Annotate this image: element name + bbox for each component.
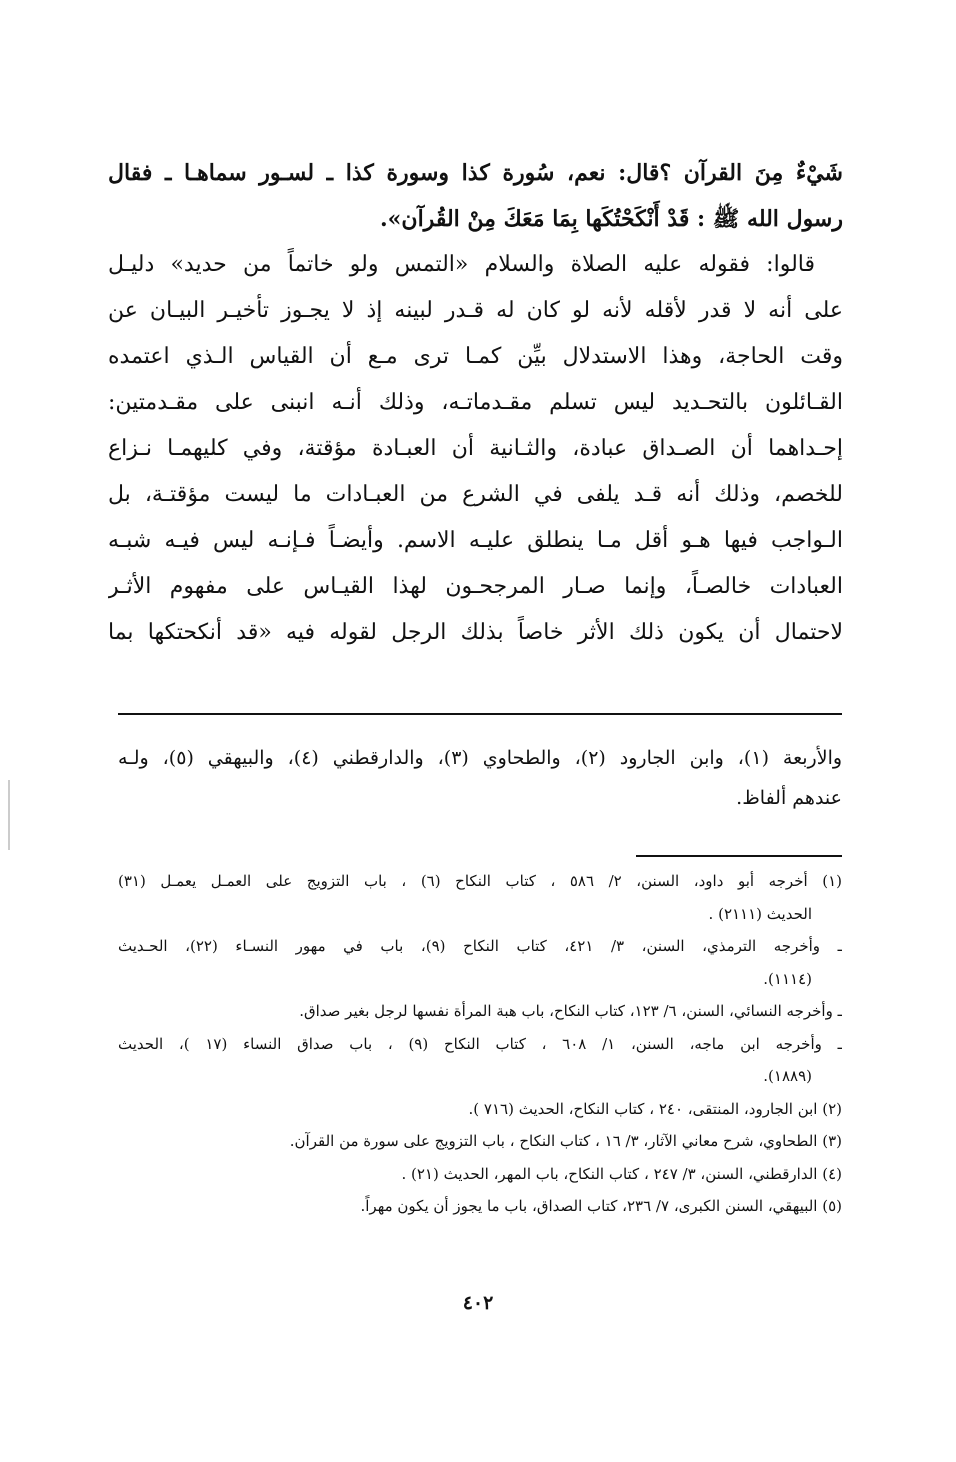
footnote-line: (٥) البيهقي، السنن الكبرى، ٧/ ٢٣٦، كتاب الصداق، باب ما يجوز أن يكون مهراً. (360, 1197, 842, 1215)
footnote-line: ـ وأخرجه النسائي، السنن، ٦/ ١٢٣، كتاب النكاح، باب هبة المرأة نفسها لرجل بغير صداق. (299, 1002, 842, 1020)
main-line: العبادات خالصـاً، وإنما صـار المرجحـون لهذا القيـاس على مفهوم الأثـر (108, 574, 843, 599)
main-line: إحـداهما أن الصـداق عبادة، والثـانية أن العبـادة مؤقتة، وفي كليهمـا نـزاع (108, 436, 843, 461)
footnote-line: (٤) الدارقطني، السنن، ٣/ ٢٤٧ ، كتاب النكاح، باب المهر، الحديث (٢١) . (401, 1164, 842, 1183)
scan-artifact (8, 780, 10, 850)
footnote-line: (٢) ابن الجارود، المنتقى، ٢٤٠ ، كتاب النكاح، الحديث (٧١٦ ). (468, 1099, 842, 1118)
footnotes-list (118, 865, 842, 1223)
main-text-block (108, 150, 843, 656)
footnote-separator-short (636, 855, 842, 857)
main-line: لاحتمال أن يكون ذلك الأثر خاصاً بذلك الرجل لقوله فيه «قد أنكحتكها بما (108, 620, 843, 645)
main-line: على أنه لا قدر لأقله لأنه لو كان له قـدر لبينه إذ لا يجـوز تأخيـر البيـان عن (108, 298, 843, 323)
main-line: رسول الله ﷺ : قَدْ أَنْكَحْتُكَها بِمَا مَعَكَ مِنْ القُرآن». (380, 206, 843, 232)
main-line: للخصم، وذلك أنه قـد يلفى في الشرع من العبـادات ما ليست مؤقتـة، بل (108, 482, 843, 507)
footnote-continuation-line: عندهم ألفاظ. (736, 787, 842, 809)
footnote-line: (٣) الطحاوي، شرح معاني الآثار، ٣/ ١٦ ، كتاب النكاح ، باب التزويج على سورة من القرآن. (289, 1132, 842, 1150)
main-line: القـائلون بالتحـديد ليس تسلم مقـدماتـه، وذلك أنـه انبنى على مقـدمتين: (108, 390, 843, 415)
page-number: ٤٠٢ (462, 1292, 494, 1314)
main-line: وقت الحاجة، وهذا الاستدلال بيِّن كمـا ترى مـع أن القياس الـذي اعتمده (108, 344, 843, 369)
footnote-continuation (118, 738, 842, 818)
footnote-separator-long (118, 713, 842, 715)
footnote-line: (١٨٨٩). (763, 1067, 812, 1085)
footnote-line: (١١١٤). (763, 969, 812, 988)
main-line: قالوا: فقوله عليه الصلاة والسلام «التمس ولو خاتماً من حديد» دليـل (108, 252, 815, 277)
footnote-line: ـ وأخرجه ابن ماجه، السنن، ١/ ٦٠٨ ، كتاب النكاح (٩) ، باب صداق النساء (١٧ )، الحديث (118, 1034, 842, 1053)
footnote-line: الحديث (٢١١١) . (708, 904, 812, 923)
footnote-line: ـ وأخرجه الترمذي، السنن، ٣/ ٤٢١، كتاب النكاح (٩)، باب في مهور النسـاء (٢٢)، الحـديث (118, 937, 842, 955)
footnote-line: (١) أخرجه أبو داود، السنن، ٢/ ٥٨٦ ، كتاب النكاح (٦) ، باب التزويج على العمـل يعمـل (٣١) (118, 872, 842, 890)
footnote-continuation-line: والأربعة (١)، وابن الجارود (٢)، والطحاوي (٣)، والدارقطني (٤)، والبيهقي (٥)، ولـه (118, 747, 842, 769)
main-line: الـواجب فيها هـو أقل مـا ينطلق عليـه الاسم. وأيضـاً فـإنـه ليس فيـه شبـه (108, 528, 843, 553)
main-line: شَيْءٌ مِنَ القرآن ؟قال: نعم، سُورة كذا وسورة كذا ـ لسـور سماهـا ـ فقال (108, 160, 843, 186)
